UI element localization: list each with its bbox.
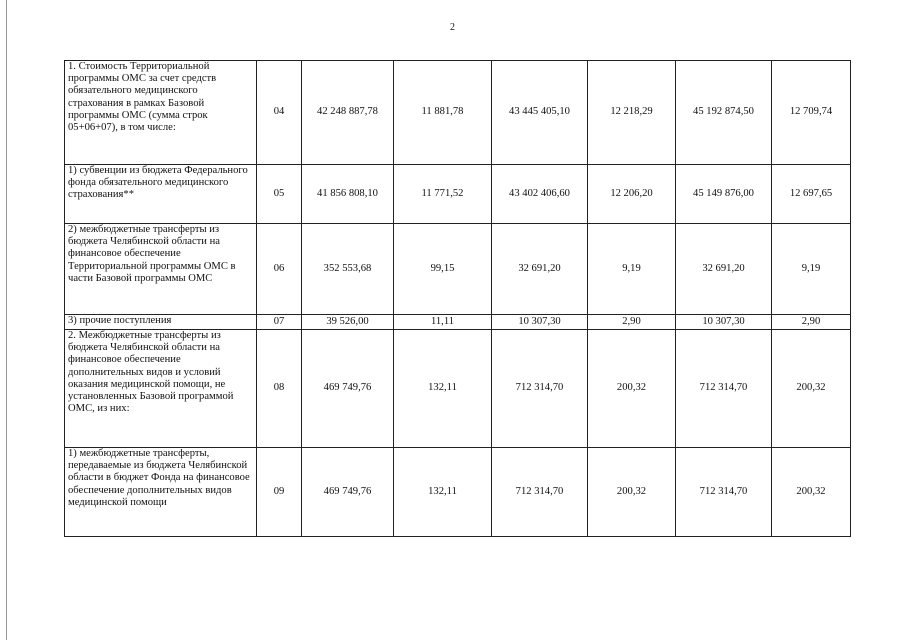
row-code: 04 — [257, 61, 302, 165]
value-cell: 32 691,20 — [676, 224, 772, 315]
value-cell: 12 206,20 — [588, 165, 676, 224]
value-cell: 9,19 — [772, 224, 851, 315]
value-cell: 712 314,70 — [676, 448, 772, 537]
row-label: 1) субвенции из бюджета Федерального фонда обязательного медицинского страхования** — [65, 165, 257, 224]
table-row — [65, 315, 851, 330]
row-label: 2) межбюджетные трансферты из бюджета Челябинской области на финансовое обеспечение Территориальной программы ОМС в части Базовой программы ОМС — [65, 224, 257, 315]
value-cell: 200,32 — [772, 330, 851, 448]
table-row — [65, 448, 851, 537]
value-cell: 41 856 808,10 — [302, 165, 394, 224]
value-cell: 10 307,30 — [492, 315, 588, 330]
value-cell: 11,11 — [394, 315, 492, 330]
value-cell: 32 691,20 — [492, 224, 588, 315]
value-cell: 712 314,70 — [676, 330, 772, 448]
row-code: 06 — [257, 224, 302, 315]
value-cell: 200,32 — [588, 330, 676, 448]
value-cell: 712 314,70 — [492, 330, 588, 448]
row-code: 08 — [257, 330, 302, 448]
value-cell: 132,11 — [394, 330, 492, 448]
row-code: 07 — [257, 315, 302, 330]
row-code: 09 — [257, 448, 302, 537]
value-cell: 39 526,00 — [302, 315, 394, 330]
table-row — [65, 330, 851, 448]
value-cell: 2,90 — [588, 315, 676, 330]
table-row — [65, 224, 851, 315]
value-cell: 11 771,52 — [394, 165, 492, 224]
value-cell: 10 307,30 — [676, 315, 772, 330]
value-cell: 352 553,68 — [302, 224, 394, 315]
financing-table — [64, 60, 851, 537]
row-label: 3) прочие поступления — [65, 315, 257, 330]
table-row — [65, 61, 851, 165]
value-cell: 12 709,74 — [772, 61, 851, 165]
row-label: 1) межбюджетные трансферты, передаваемые из бюджета Челябинской области в бюджет Фонда на финансовое обеспечение дополнительных видов медицинской помощи — [65, 448, 257, 537]
value-cell: 9,19 — [588, 224, 676, 315]
value-cell: 43 445 405,10 — [492, 61, 588, 165]
value-cell: 11 881,78 — [394, 61, 492, 165]
row-label: 1. Стоимость Территориальной программы ОМС за счет средств обязательного медицинского страхования в рамках Базовой программы ОМС (сумма строк 05+06+07), в том числе: — [65, 61, 257, 165]
page-edge-line — [6, 0, 7, 640]
value-cell: 2,90 — [772, 315, 851, 330]
value-cell: 200,32 — [588, 448, 676, 537]
row-code: 05 — [257, 165, 302, 224]
value-cell: 43 402 406,60 — [492, 165, 588, 224]
value-cell: 469 749,76 — [302, 330, 394, 448]
value-cell: 42 248 887,78 — [302, 61, 394, 165]
row-label: 2. Межбюджетные трансферты из бюджета Челябинской области на финансовое обеспечение дополнительных видов и условий оказания медицинской помощи, не установленных Базовой программой ОМС, из них: — [65, 330, 257, 448]
value-cell: 45 149 876,00 — [676, 165, 772, 224]
value-cell: 99,15 — [394, 224, 492, 315]
value-cell: 712 314,70 — [492, 448, 588, 537]
value-cell: 469 749,76 — [302, 448, 394, 537]
table-row — [65, 165, 851, 224]
value-cell: 12 218,29 — [588, 61, 676, 165]
value-cell: 200,32 — [772, 448, 851, 537]
value-cell: 132,11 — [394, 448, 492, 537]
value-cell: 45 192 874,50 — [676, 61, 772, 165]
value-cell: 12 697,65 — [772, 165, 851, 224]
page-number: 2 — [450, 22, 455, 33]
